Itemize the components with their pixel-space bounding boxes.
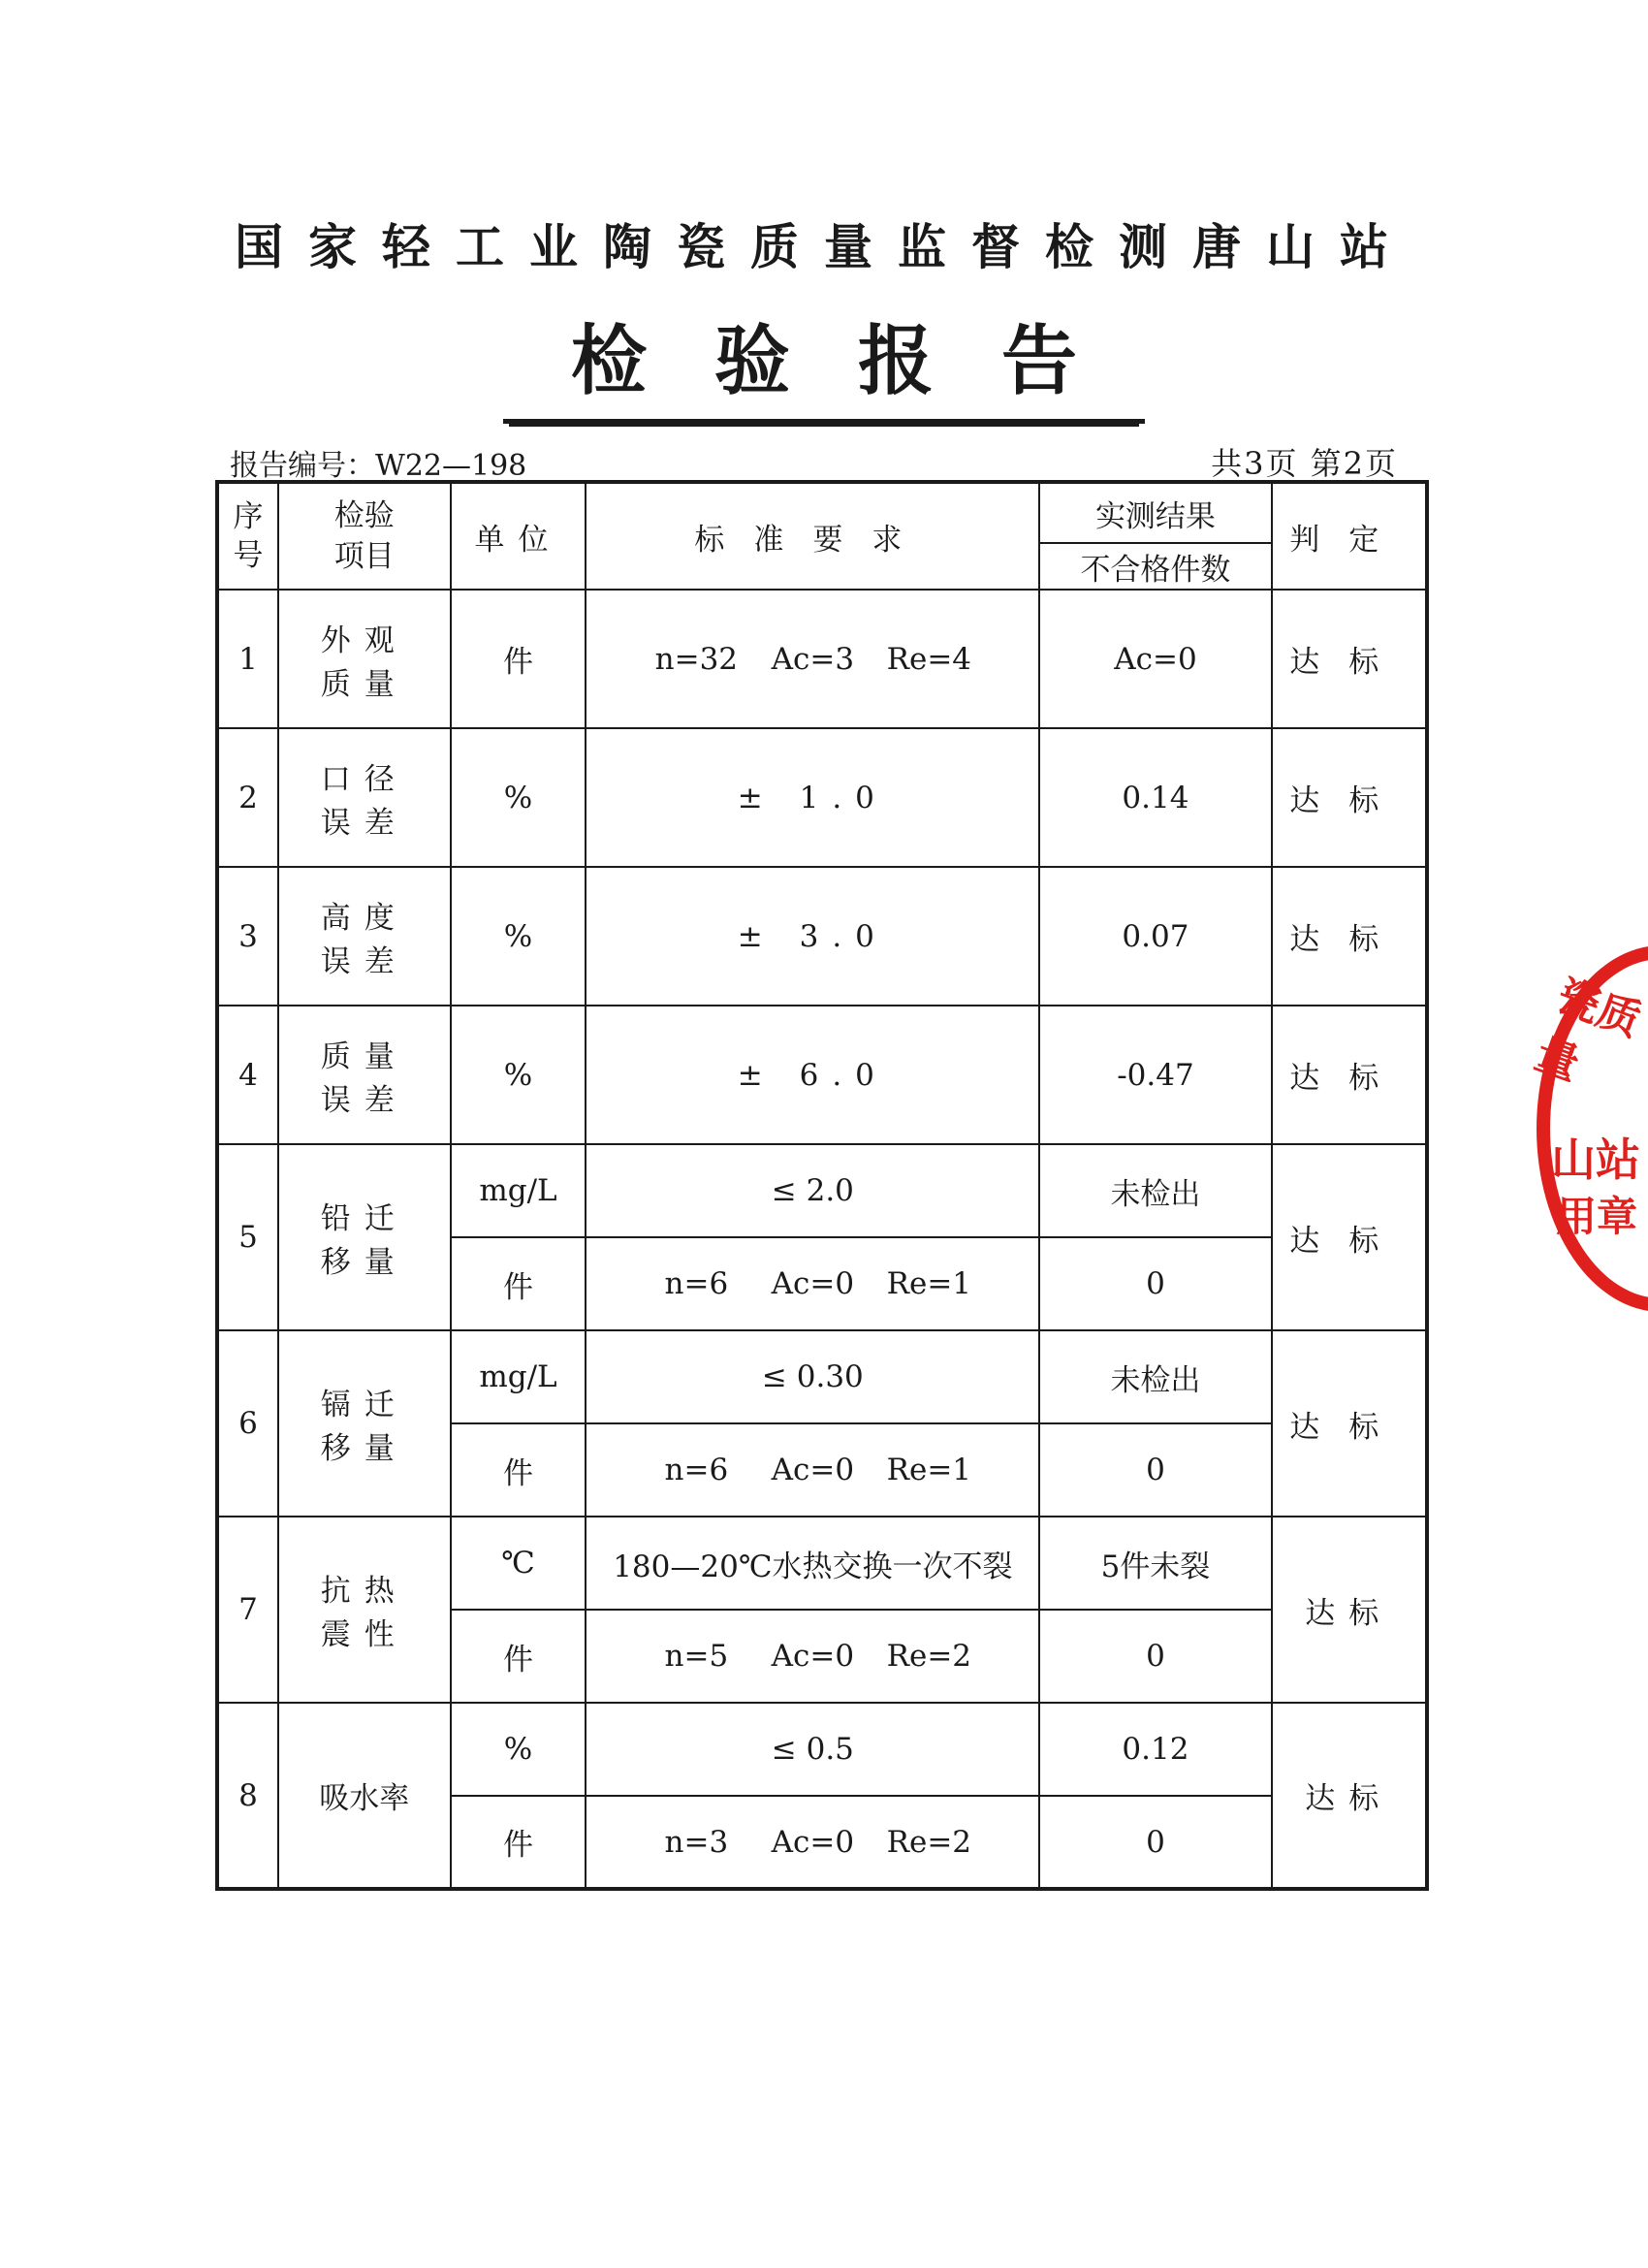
inspection-table [215, 480, 1429, 1891]
table-row [217, 1330, 1427, 1423]
row-unit: % [451, 1703, 586, 1796]
item-line: 误差 [320, 1082, 408, 1118]
item-line: 误差 [320, 805, 408, 841]
row-result: 未检出 [1039, 1144, 1271, 1237]
row-item [278, 1517, 451, 1703]
seal-text-use: 用章 [1556, 1193, 1638, 1240]
row-item [278, 1006, 451, 1144]
item-line: 误差 [320, 943, 408, 979]
row-standard: ≤ 0.30 [586, 1330, 1039, 1423]
header-item: 检验项目 [278, 482, 451, 590]
item-line: 移量 [320, 1245, 408, 1280]
row-unit: 件 [451, 590, 586, 728]
row-standard: ± 6.0 [586, 1006, 1039, 1144]
std-re: Re=1 [886, 1453, 972, 1487]
std-ac: Ac=0 [771, 1266, 855, 1301]
row-standard [586, 1423, 1039, 1517]
row-standard: ≤ 2.0 [586, 1144, 1039, 1237]
row-unit: 件 [451, 1610, 586, 1703]
row-item [278, 728, 451, 867]
item-line: 镉迁 [320, 1388, 408, 1422]
std-ac: Ac=0 [771, 1639, 855, 1674]
std-re: Re=2 [886, 1824, 972, 1860]
std-n: n=3 [664, 1824, 729, 1860]
item-line: 外观 [320, 623, 408, 658]
item-line: 抗热 [320, 1574, 408, 1609]
table-row [217, 1144, 1427, 1237]
row-item [278, 1144, 451, 1330]
row-unit: % [451, 728, 586, 867]
row-item [278, 867, 451, 1006]
std-re: Re=1 [886, 1266, 972, 1301]
row-item [278, 590, 451, 728]
row-verdict: 达标 [1272, 867, 1427, 1006]
row-seq: 4 [217, 1006, 278, 1144]
item-line: 铅迁 [320, 1201, 408, 1236]
row-result: 0.07 [1039, 867, 1271, 1006]
row-result: 0 [1039, 1796, 1271, 1889]
row-seq: 8 [217, 1703, 278, 1889]
report-title: 检验报告 [503, 301, 1145, 424]
row-result: 0.12 [1039, 1703, 1271, 1796]
row-verdict: 达标 [1272, 1330, 1427, 1517]
item-line: 震性 [320, 1617, 408, 1652]
row-seq: 6 [217, 1330, 278, 1517]
organization-name: 国家轻工业陶瓷质量监督检测唐山站 [235, 218, 1413, 275]
row-result: -0.47 [1039, 1006, 1271, 1144]
std-n: n=32 [654, 641, 739, 677]
item-line: 质量 [320, 1038, 408, 1074]
row-item [278, 1330, 451, 1517]
row-seq: 2 [217, 728, 278, 867]
item-line: 口径 [320, 761, 408, 797]
row-result: 0 [1039, 1237, 1271, 1330]
header-seq: 序号 [217, 482, 278, 590]
row-standard: 180—20℃水热交换一次不裂 [586, 1517, 1039, 1610]
seal-text-arc: 瓷质量 [1528, 971, 1647, 1091]
row-standard [586, 590, 1039, 728]
item-line: 质量 [320, 666, 408, 702]
row-result: 0 [1039, 1423, 1271, 1517]
row-unit: mg/L [451, 1330, 586, 1423]
row-unit: ℃ [451, 1517, 586, 1610]
header-standard: 标准要求 [586, 482, 1039, 590]
item-line: 高度 [320, 900, 408, 936]
row-standard [586, 1237, 1039, 1330]
table-row [217, 1517, 1427, 1610]
item-line: 移量 [320, 1431, 408, 1466]
row-verdict: 达标 [1272, 1517, 1427, 1703]
table-row [217, 728, 1427, 867]
std-ac: Ac=3 [771, 641, 855, 677]
row-standard [586, 1610, 1039, 1703]
row-unit: % [451, 1006, 586, 1144]
header-unit: 单位 [451, 482, 586, 590]
table-row [217, 867, 1427, 1006]
header-verdict: 判定 [1272, 482, 1427, 590]
std-ac: Ac=0 [771, 1824, 855, 1860]
report-number: 报告编号：W22—198 [230, 449, 527, 483]
row-verdict: 达标 [1272, 728, 1427, 867]
row-unit: mg/L [451, 1144, 586, 1237]
row-standard: ± 3.0 [586, 867, 1039, 1006]
row-unit: 件 [451, 1796, 586, 1889]
table-row [217, 1006, 1427, 1144]
seal-text-station: 山站 [1551, 1134, 1640, 1186]
row-standard: ± 1.0 [586, 728, 1039, 867]
row-standard [586, 1796, 1039, 1889]
page-indicator: 共3页 第2页 [1211, 445, 1398, 482]
row-unit: 件 [451, 1423, 586, 1517]
row-unit: 件 [451, 1237, 586, 1330]
report-title-wrap [0, 301, 1648, 424]
row-verdict: 达标 [1272, 590, 1427, 728]
std-n: n=6 [664, 1453, 729, 1487]
row-result: 未检出 [1039, 1330, 1271, 1423]
row-verdict: 达标 [1272, 1006, 1427, 1144]
header-row [217, 482, 1427, 543]
std-n: n=6 [664, 1266, 729, 1301]
table-row [217, 590, 1427, 728]
std-re: Re=2 [886, 1639, 972, 1674]
item-line: 吸水率 [319, 1781, 410, 1816]
row-verdict: 达标 [1272, 1144, 1427, 1330]
row-item [278, 1703, 451, 1889]
std-ac: Ac=0 [771, 1453, 855, 1487]
table-row [217, 1703, 1427, 1796]
std-n: n=5 [664, 1639, 729, 1674]
row-seq: 5 [217, 1144, 278, 1330]
header-result: 实测结果 [1039, 482, 1271, 543]
row-result: 0.14 [1039, 728, 1271, 867]
row-unit: % [451, 867, 586, 1006]
row-verdict: 达标 [1272, 1703, 1427, 1889]
row-seq: 7 [217, 1517, 278, 1703]
std-re: Re=4 [886, 641, 972, 677]
row-result: 0 [1039, 1610, 1271, 1703]
row-result: 5件未裂 [1039, 1517, 1271, 1610]
row-result: Ac=0 [1039, 590, 1271, 728]
row-seq: 1 [217, 590, 278, 728]
row-seq: 3 [217, 867, 278, 1006]
row-standard: ≤ 0.5 [586, 1703, 1039, 1796]
header-result-sub: 不合格件数 [1039, 543, 1271, 590]
